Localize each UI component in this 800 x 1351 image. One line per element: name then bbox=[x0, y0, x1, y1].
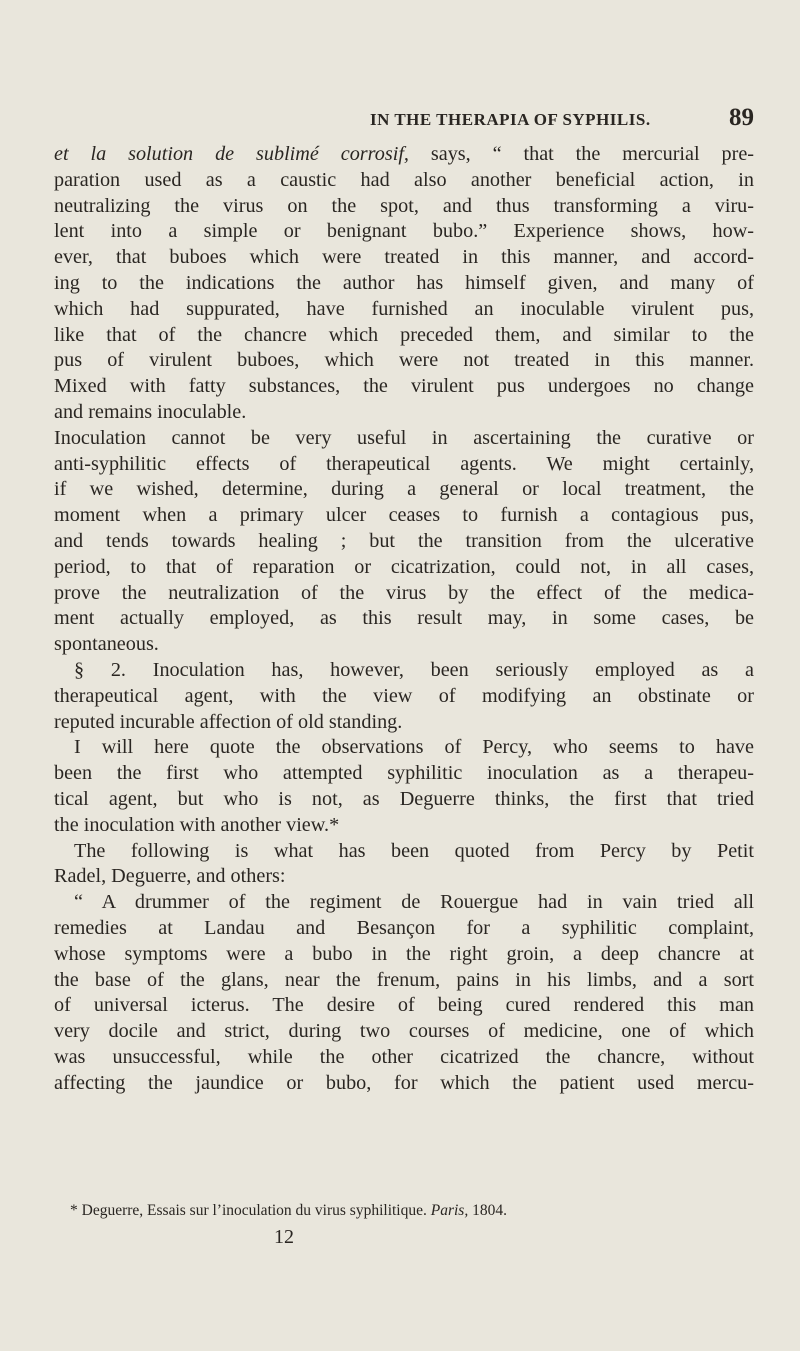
text-line: spontaneous. bbox=[54, 633, 159, 656]
text-line: the inoculation with another view.* bbox=[54, 813, 340, 836]
text-line: very docile and strict, during two courses of medicine, one of which bbox=[54, 1020, 754, 1043]
text-line: was unsuccessful, while the other cicatrized the chancre, without bbox=[54, 1045, 754, 1068]
text-line: and tends towards healing ; but the transition from the ulcerative bbox=[54, 529, 754, 552]
text-line: tical agent, but who is not, as Deguerre thinks, the first that tried bbox=[54, 787, 754, 810]
page-header bbox=[370, 104, 754, 144]
text-line: prove the neutralization of the virus by the effect of the medica- bbox=[54, 581, 754, 604]
footnote: * Deguerre, Essais sur l’inoculation du virus syphilitique. Paris, 1804. bbox=[70, 1202, 507, 1219]
text-line: Inoculation cannot be very useful in ascertaining the curative or bbox=[54, 426, 754, 449]
text-line: pus of virulent buboes, which were not treated in this manner. bbox=[54, 349, 754, 372]
text-line: remedies at Landau and Besançon for a syphilitic complaint, bbox=[54, 916, 754, 939]
text-line: The following is what has been quoted from Percy by Petit bbox=[74, 839, 754, 862]
text-line: Mixed with fatty substances, the virulent pus undergoes no change bbox=[54, 375, 754, 398]
text-line: affecting the jaundice or bubo, for which the patient used mercu- bbox=[54, 1071, 754, 1094]
text-line: whose symptoms were a bubo in the right groin, a deep chancre at bbox=[54, 942, 754, 965]
text-line: like that of the chancre which preceded them, and similar to the bbox=[54, 323, 754, 346]
text-line: anti-syphilitic effects of therapeutical agents. We might certainly, bbox=[54, 452, 754, 475]
italic-phrase: et la solution de sublimé corrosif, bbox=[54, 143, 409, 165]
signature-mark: 12 bbox=[274, 1226, 294, 1248]
text-line: § 2. Inoculation has, however, been seriously employed as a bbox=[74, 658, 754, 681]
text-line: Radel, Deguerre, and others: bbox=[54, 865, 286, 888]
text-line: been the first who attempted syphilitic inoculation as a therapeu- bbox=[54, 762, 754, 785]
text-line: reputed incurable affection of old standing. bbox=[54, 710, 403, 733]
text-line: therapeutical agent, with the view of modifying an obstinate or bbox=[54, 684, 754, 707]
text-line: moment when a primary ulcer ceases to furnish a contagious pus, bbox=[54, 504, 754, 527]
text-line: ment actually employed, as this result may, in some cases, be bbox=[54, 607, 754, 630]
text-line: neutralizing the virus on the spot, and thus transforming a viru- bbox=[54, 194, 754, 217]
text-line: if we wished, determine, during a general or local treatment, the bbox=[54, 478, 754, 501]
text-line: paration used as a caustic had also another beneficial action, in bbox=[54, 168, 754, 191]
text-line: et la solution de sublimé corrosif, says, “ that the mercurial pre- bbox=[54, 143, 755, 165]
text-line: ever, that buboes which were treated in this manner, and accord- bbox=[54, 246, 754, 269]
text-line: I will here quote the observations of Percy, who seems to have bbox=[74, 736, 754, 759]
text-line: lent into a simple or benignant bubo.” Experience shows, how- bbox=[54, 220, 754, 243]
text-line: which had suppurated, have furnished an inoculable virulent pus, bbox=[54, 297, 754, 320]
page-number: 89 bbox=[729, 104, 754, 131]
text-line: of universal icterus. The desire of being cured rendered this man bbox=[54, 994, 754, 1017]
body-text bbox=[54, 142, 754, 1096]
text-line: and remains inoculable. bbox=[54, 400, 247, 423]
text-line: ing to the indications the author has himself given, and many of bbox=[54, 271, 754, 294]
text-line: “ A drummer of the regiment de Rouergue had in vain tried all bbox=[74, 891, 754, 914]
text-line: the base of the glans, near the frenum, pains in his limbs, and a sort bbox=[54, 968, 754, 991]
text-line: period, to that of reparation or cicatrization, could not, in all cases, bbox=[54, 555, 754, 578]
running-head: IN THE THERAPIA OF SYPHILIS. bbox=[370, 110, 651, 129]
